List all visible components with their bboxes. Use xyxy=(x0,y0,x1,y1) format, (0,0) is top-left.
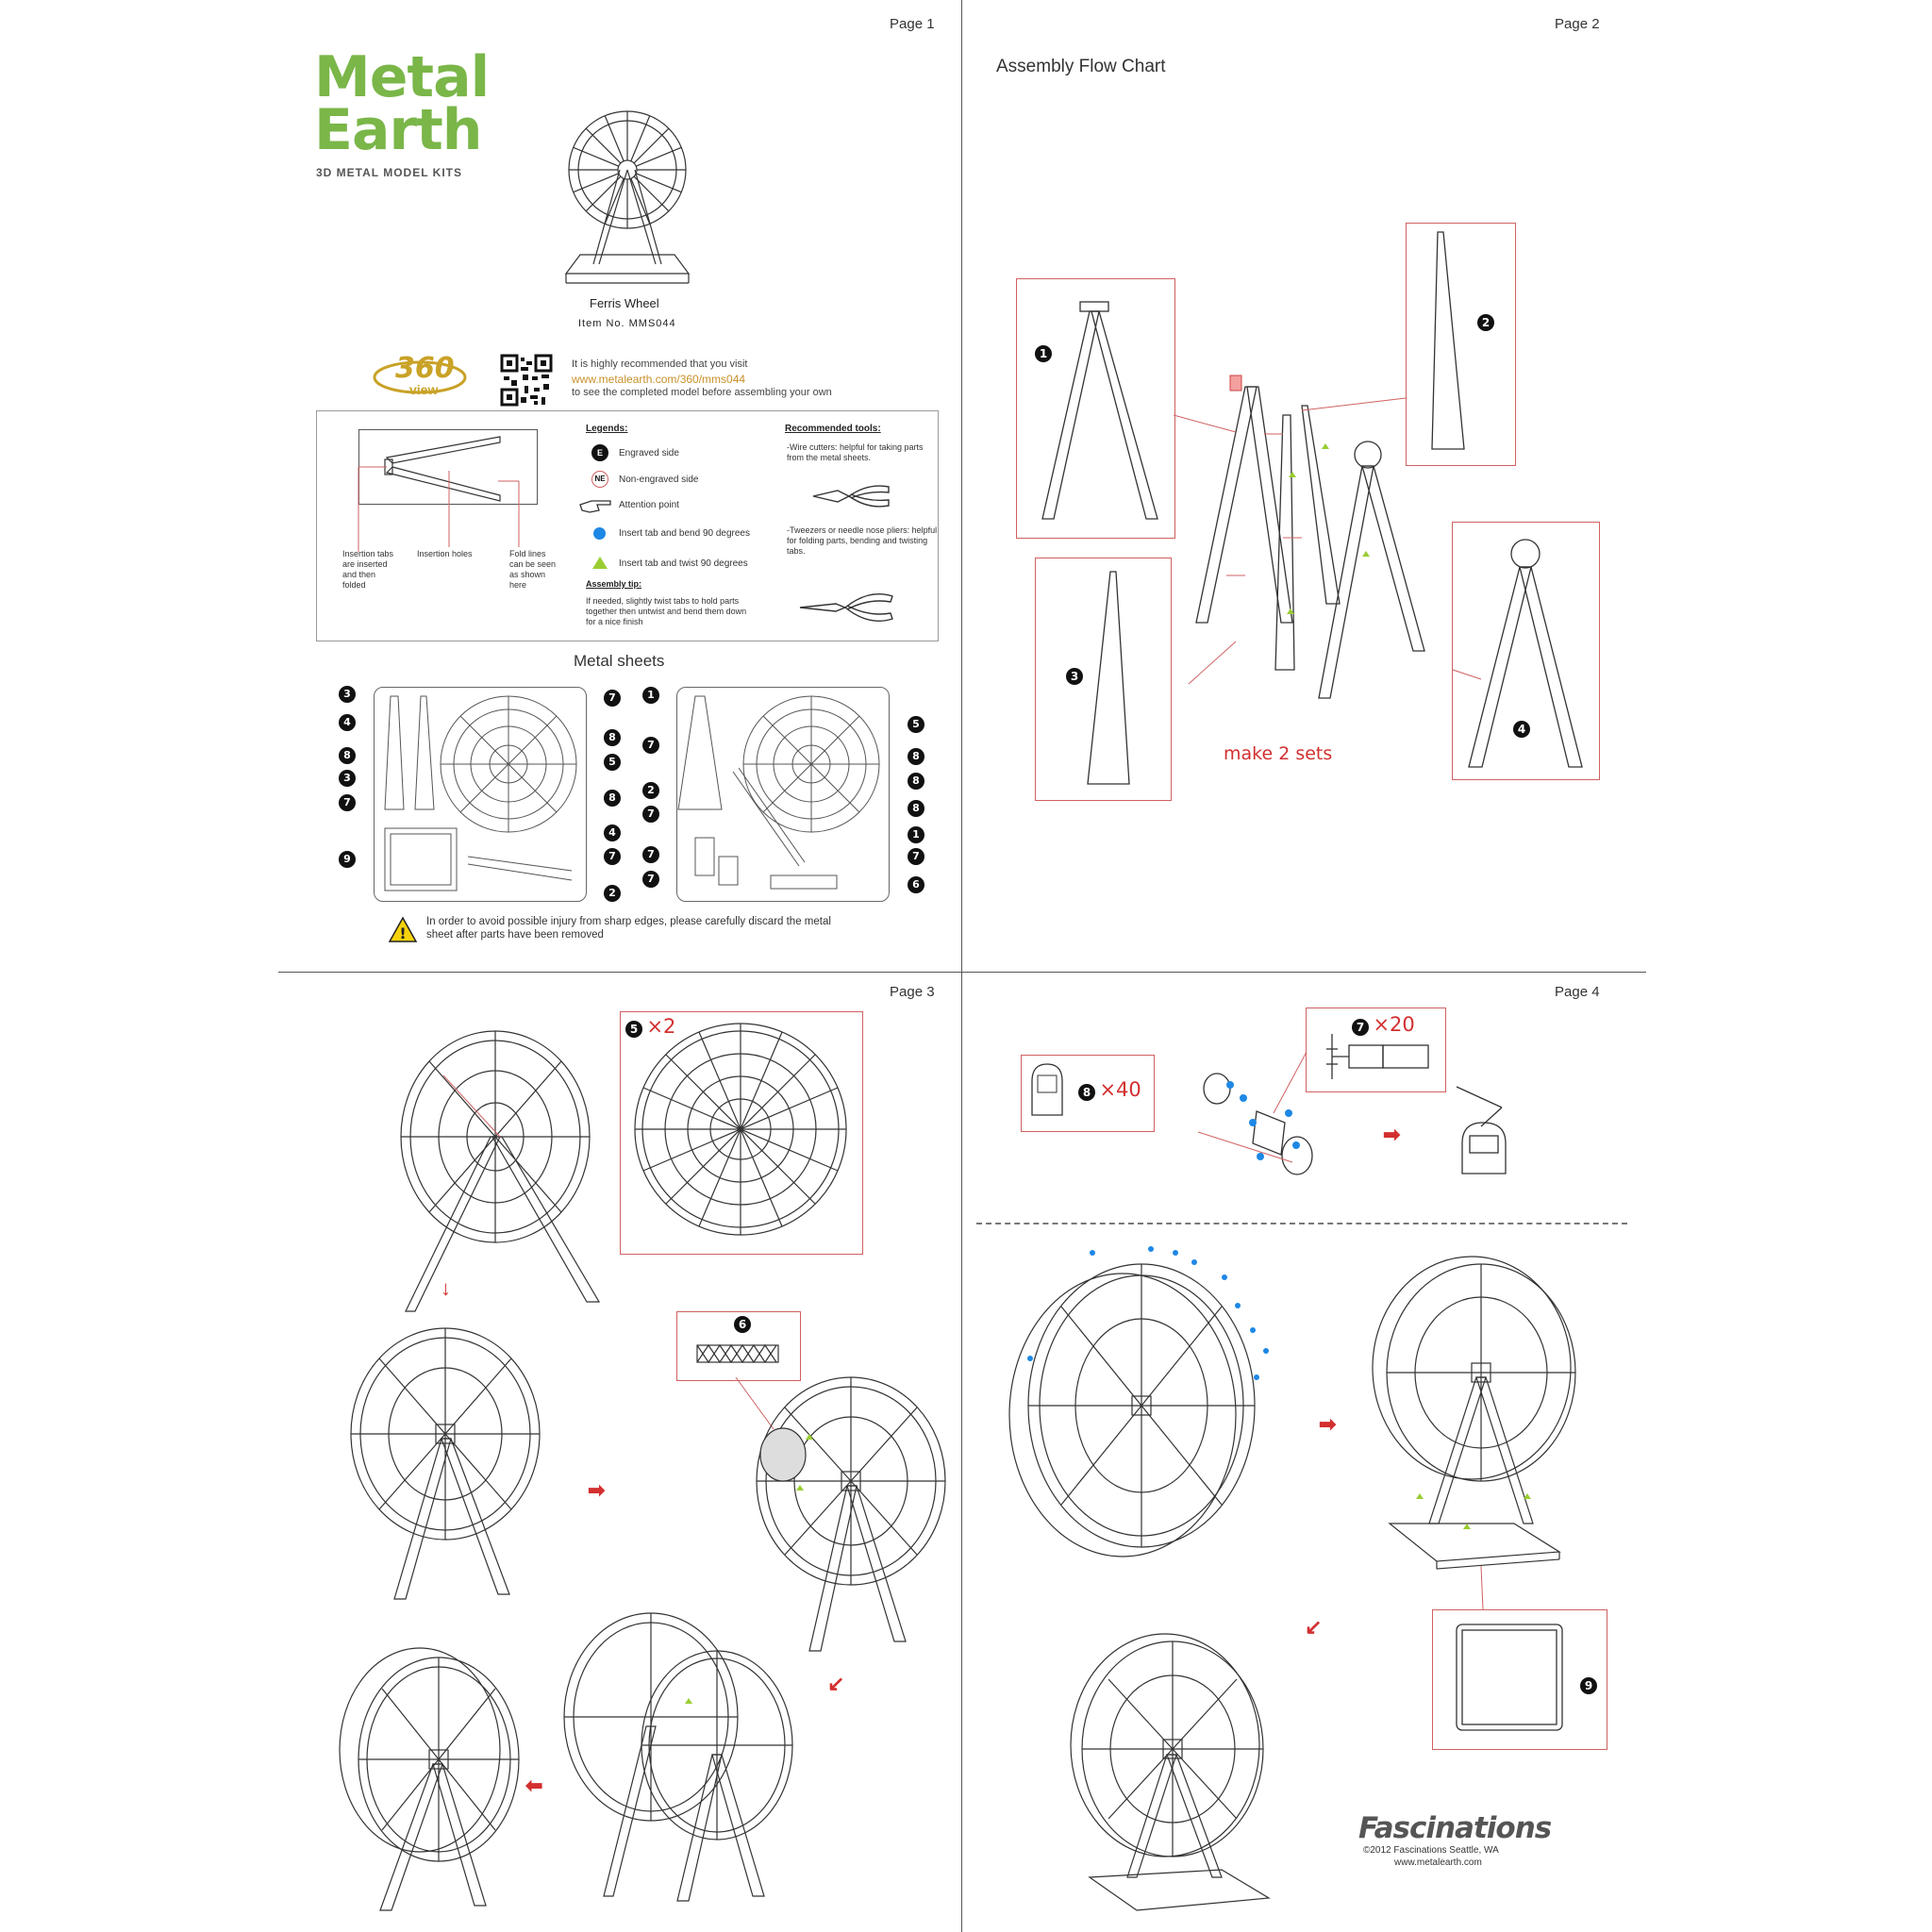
qr-code-icon[interactable] xyxy=(500,354,553,407)
part-4-label: 4 xyxy=(1513,721,1530,738)
sheet-a-left-label: 3 xyxy=(339,686,356,703)
metal-sheets-title: Metal sheets xyxy=(574,652,665,670)
sheet-a-right-label: 4 xyxy=(604,824,621,841)
sheet-a-left-label: 8 xyxy=(339,747,356,764)
label-insertion-holes: Insertion holes xyxy=(417,549,473,558)
brand-tagline: 3D METAL MODEL KITS xyxy=(316,166,463,179)
pliers-icon xyxy=(798,587,897,628)
copyright-text: ©2012 Fascinations Seattle, WA xyxy=(1363,1845,1499,1856)
sheet-a-right-label: 5 xyxy=(604,754,621,771)
arrow-right-icon: ➡ xyxy=(1383,1123,1401,1146)
wheel-step-4-drawing xyxy=(557,1604,792,1906)
svg-text:!: ! xyxy=(399,924,407,942)
recommend-line3: to see the completed model before assembling your own xyxy=(572,387,832,398)
part-1-drawing xyxy=(1016,278,1174,537)
part-9-label: 9 xyxy=(1580,1677,1597,1694)
sheet-b-right-label: 1 xyxy=(908,826,924,843)
part-6-label: 6 xyxy=(734,1316,751,1333)
tools-title: Recommended tools: xyxy=(785,424,881,434)
page-divider-vertical xyxy=(961,0,962,1932)
fascinations-logo: Fascinations xyxy=(1358,1811,1552,1845)
section-divider-dashed xyxy=(976,1223,1627,1224)
part-2-label: 2 xyxy=(1477,314,1494,331)
recommend-url-link[interactable]: www.metalearth.com/360/mms044 xyxy=(572,373,746,386)
arrow-down-icon: ↓ xyxy=(441,1276,451,1300)
sheet-b-left-label: 7 xyxy=(642,737,659,754)
part-1-label: 1 xyxy=(1035,345,1052,362)
tip-title: Assembly tip: xyxy=(586,579,642,589)
product-name: Ferris Wheel xyxy=(590,296,659,310)
recommend-line1: It is highly recommended that you visit xyxy=(572,358,748,370)
page-number: Page 1 xyxy=(890,16,935,32)
wheel-step-5-drawing xyxy=(335,1637,533,1920)
page-number: Page 2 xyxy=(1555,16,1600,32)
sheet-a-right-label: 2 xyxy=(604,885,621,902)
tip-text: If needed, slightly twist tabs to hold parts together then untwist and bend them down for a nice finish xyxy=(586,596,747,626)
part-8-multiplier: ×40 xyxy=(1099,1078,1141,1101)
page-number: Page 4 xyxy=(1555,984,1600,1000)
sheet-a-left-label: 9 xyxy=(339,851,356,868)
wire-cutters-icon xyxy=(811,479,891,513)
legend-non-engraved: Non-engraved side xyxy=(619,475,699,485)
legend-blue: Insert tab and bend 90 degrees xyxy=(619,528,750,539)
sheet-b-right-label: 8 xyxy=(908,773,924,790)
make-sets-note: make 2 sets xyxy=(1224,743,1333,764)
sheet-a-left-label: 3 xyxy=(339,770,356,787)
sheet-b-left-label: 7 xyxy=(642,846,659,863)
arrow-left-icon: ⬅ xyxy=(525,1774,543,1797)
wheel-spoke xyxy=(586,128,621,163)
part-7-label: 7 ×20 xyxy=(1352,1013,1415,1036)
sheet-b-right-label: 5 xyxy=(908,716,924,733)
sheet-a-left-label: 4 xyxy=(339,714,356,731)
legend-attention: Attention point xyxy=(619,500,679,510)
tool-tweezers-text: -Tweezers or needle nose pliers: helpful for folding parts, bending and twisting tabs. xyxy=(787,525,938,556)
sheet-b-right-label: 6 xyxy=(908,876,924,893)
metal-sheet-b-drawing xyxy=(676,687,888,900)
wheel-with-cabins-drawing xyxy=(991,1245,1274,1594)
tool-cutters-text: -Wire cutters: helpful for taking parts from the metal sheets. xyxy=(787,442,924,462)
sheet-b-right-label: 8 xyxy=(908,800,924,817)
sheet-a-right-label: 7 xyxy=(604,690,621,707)
green-triangle-icon xyxy=(592,557,608,569)
sheet-a-right-label: 8 xyxy=(604,729,621,746)
sheet-b-left-label: 1 xyxy=(642,687,659,704)
sheet-a-right-label: 8 xyxy=(604,790,621,807)
warning-icon xyxy=(389,917,417,942)
part-3-drawing xyxy=(1035,558,1170,799)
page-number: Page 3 xyxy=(890,984,935,1000)
part-7-multiplier: ×20 xyxy=(1373,1013,1415,1036)
blue-dot-icon xyxy=(593,527,606,540)
wheel-on-base-drawing xyxy=(1363,1250,1580,1571)
part-5-wheel-drawing xyxy=(625,1016,857,1248)
part-7-drawing xyxy=(1321,1028,1434,1085)
flow-chart-title: Assembly Flow Chart xyxy=(996,57,1166,76)
arrow-down-left-icon: ↙ xyxy=(1305,1615,1323,1639)
cabin-assembly-drawing xyxy=(1198,1066,1330,1179)
part-6-drawing xyxy=(695,1340,780,1368)
brand-logo: Metal Earth xyxy=(314,44,490,163)
arrow-right-icon: ➡ xyxy=(1319,1412,1337,1436)
legend-engraved: Engraved side xyxy=(619,448,679,458)
item-number: Item No. MMS044 xyxy=(578,318,676,329)
hand-pointer-icon xyxy=(578,495,612,514)
callout-line-9 xyxy=(1472,1566,1528,1613)
warning-text: In order to avoid possible injury from sharp edges, please carefully discard the metal sheet after parts have been removed xyxy=(426,916,831,941)
sheet-b-left-label: 7 xyxy=(642,806,659,823)
metal-sheet-a-drawing xyxy=(374,687,585,900)
sheet-b-right-label: 7 xyxy=(908,848,924,865)
part-5-label: 5 ×2 xyxy=(625,1015,675,1038)
finished-cabin-drawing xyxy=(1453,1083,1519,1177)
part-8-drawing xyxy=(1028,1062,1066,1119)
finished-model-drawing xyxy=(1061,1623,1278,1924)
legend-green: Insert tab and twist 90 degrees xyxy=(619,558,748,569)
part-3-label: 3 xyxy=(1066,668,1083,685)
sheet-a-right-label: 7 xyxy=(604,848,621,865)
part-8-label: 8 ×40 xyxy=(1078,1078,1141,1101)
sheet-b-left-label: 7 xyxy=(642,871,659,888)
callout-lines xyxy=(1170,283,1604,717)
arrow-right-icon: ➡ xyxy=(588,1478,606,1502)
non-engraved-side-icon: NE xyxy=(591,471,608,488)
view-360-badge[interactable]: 360 view xyxy=(373,352,467,399)
footer-url-link[interactable]: www.metalearth.com xyxy=(1394,1857,1482,1868)
arrow-down-left-icon: ↙ xyxy=(827,1672,845,1695)
ferris-wheel-icon xyxy=(561,99,693,288)
legends-title: Legends: xyxy=(586,424,628,434)
engraved-side-icon: E xyxy=(591,444,608,461)
label-fold-lines: Fold lines can be seen as shown here xyxy=(509,549,557,590)
label-insertion-tabs: Insertion tabs are inserted and then folded xyxy=(342,549,394,590)
sheet-a-left-label: 7 xyxy=(339,794,356,811)
page-divider-horizontal xyxy=(278,972,1646,973)
sheet-b-left-label: 2 xyxy=(642,782,659,799)
wheel-step-2-drawing xyxy=(340,1316,557,1608)
wheel-step-1-drawing xyxy=(387,1019,613,1321)
tab-diagram xyxy=(358,429,538,514)
wheel-spoke xyxy=(634,128,669,163)
part-9-drawing xyxy=(1449,1619,1572,1737)
sheet-b-right-label: 8 xyxy=(908,748,924,765)
wheel-spoke xyxy=(586,176,621,211)
part-5-multiplier: ×2 xyxy=(646,1015,676,1038)
wheel-spoke xyxy=(634,176,669,211)
